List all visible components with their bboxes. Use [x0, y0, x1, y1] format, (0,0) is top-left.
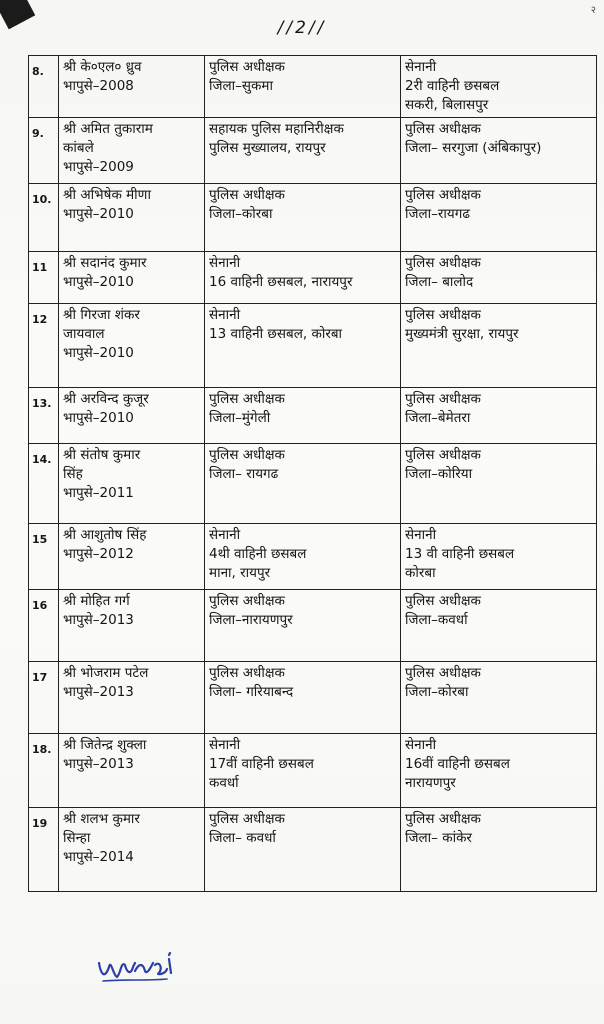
table-row — [29, 388, 597, 444]
name-line: भापुसे–2013 — [63, 756, 134, 772]
table-row — [29, 304, 597, 388]
officer-name-cell — [59, 662, 205, 734]
name-line: भापुसे–2012 — [63, 546, 134, 562]
serial-number: 18. — [32, 743, 52, 756]
from-line: सेनानी — [209, 527, 241, 543]
new-posting-cell — [401, 118, 597, 184]
table-row — [29, 56, 597, 118]
current-posting-cell — [205, 388, 401, 444]
table-row — [29, 590, 597, 662]
name-line: सिंह — [63, 466, 83, 482]
to-line: पुलिस अधीक्षक — [405, 665, 481, 681]
table-row — [29, 734, 597, 808]
serial-number-cell — [29, 444, 59, 524]
to-line: पुलिस अधीक्षक — [405, 447, 481, 463]
new-posting-cell — [401, 444, 597, 524]
from-line: सेनानी — [209, 737, 241, 753]
serial-number: 12 — [32, 313, 48, 326]
to-line: जिला–कोरिया — [405, 466, 473, 482]
from-line: जिला– रायगढ — [209, 466, 279, 482]
name-line: श्री आशुतोष सिंह — [63, 527, 147, 543]
from-line: पुलिस अधीक्षक — [209, 447, 285, 463]
serial-number-cell — [29, 56, 59, 118]
new-posting-cell — [401, 304, 597, 388]
to-line: जिला– कांकेर — [405, 830, 472, 846]
name-line: श्री गिरजा शंकर — [63, 307, 140, 323]
from-line: सहायक पुलिस महानिरीक्षक — [209, 121, 344, 137]
from-line: 17वीं वाहिनी छसबल — [209, 756, 314, 772]
from-line: जिला– कवर्धा — [209, 830, 276, 846]
from-line: जिला–मुंगेली — [209, 410, 271, 426]
page-number: //2// — [277, 18, 327, 38]
to-line: कोरबा — [405, 565, 436, 581]
name-line: श्री भोजराम पटेल — [63, 665, 149, 681]
serial-number: 11 — [32, 261, 48, 274]
table-row — [29, 662, 597, 734]
current-posting-cell — [205, 524, 401, 590]
name-line: कांबले — [63, 140, 94, 156]
name-line: जायवाल — [63, 326, 105, 342]
officer-name-cell — [59, 184, 205, 252]
corner-mark: २ — [590, 5, 596, 16]
to-line: नारायणपुर — [405, 775, 456, 791]
name-line: भापुसे–2010 — [63, 345, 134, 361]
name-line: श्री के०एल० ध्रुव — [63, 59, 142, 75]
from-line: जिला–सुकमा — [209, 78, 273, 94]
name-line: भापुसे–2010 — [63, 206, 134, 222]
new-posting-cell — [401, 808, 597, 892]
table-row — [29, 444, 597, 524]
to-line: जिला– सरगुजा (अंबिकापुर) — [405, 140, 542, 156]
serial-number: 8. — [32, 65, 44, 78]
from-line: 4थी वाहिनी छसबल — [209, 546, 307, 562]
to-line: पुलिस अधीक्षक — [405, 811, 481, 827]
name-line: भापुसे–2013 — [63, 684, 134, 700]
from-line: पुलिस अधीक्षक — [209, 665, 285, 681]
posting-table-body — [29, 56, 597, 892]
to-line: 16वीं वाहिनी छसबल — [405, 756, 510, 772]
to-line: जिला–कोरबा — [405, 684, 469, 700]
table-row — [29, 252, 597, 304]
officer-name-cell — [59, 304, 205, 388]
table-row — [29, 808, 597, 892]
name-line: श्री संतोष कुमार — [63, 447, 141, 463]
new-posting-cell — [401, 388, 597, 444]
serial-number-cell — [29, 252, 59, 304]
serial-number-cell — [29, 388, 59, 444]
name-line: भापुसे–2014 — [63, 849, 134, 865]
to-line: जिला–कवर्धा — [405, 612, 468, 628]
name-line: श्री अमित तुकाराम — [63, 121, 153, 137]
new-posting-cell — [401, 252, 597, 304]
from-line: 16 वाहिनी छसबल, नारायपुर — [209, 274, 353, 290]
name-line: भापुसे–2013 — [63, 612, 134, 628]
from-line: 13 वाहिनी छसबल, कोरबा — [209, 326, 343, 342]
from-line: जिला– गरियाबन्द — [209, 684, 294, 700]
name-line: श्री सदानंद कुमार — [63, 255, 147, 271]
name-line: भापुसे–2011 — [63, 485, 134, 501]
name-line: श्री जितेन्द्र शुक्ला — [63, 737, 147, 753]
to-line: सकरी, बिलासपुर — [405, 97, 489, 113]
serial-number-cell — [29, 184, 59, 252]
new-posting-cell — [401, 184, 597, 252]
current-posting-cell — [205, 590, 401, 662]
from-line: सेनानी — [209, 307, 241, 323]
serial-number: 14. — [32, 453, 52, 466]
name-line: भापुसे–2008 — [63, 78, 134, 94]
to-line: जिला–रायगढ — [405, 206, 470, 222]
officer-name-cell — [59, 444, 205, 524]
serial-number: 10. — [32, 193, 52, 206]
from-line: कवर्धा — [209, 775, 239, 791]
officer-name-cell — [59, 118, 205, 184]
serial-number-cell — [29, 590, 59, 662]
current-posting-cell — [205, 184, 401, 252]
new-posting-cell — [401, 56, 597, 118]
officer-name-cell — [59, 56, 205, 118]
officer-name-cell — [59, 808, 205, 892]
serial-number: 16 — [32, 599, 48, 612]
name-line: सिन्हा — [63, 830, 91, 846]
to-line: पुलिस अधीक्षक — [405, 187, 481, 203]
signature-icon — [95, 945, 195, 987]
current-posting-cell — [205, 734, 401, 808]
current-posting-cell — [205, 252, 401, 304]
serial-number: 9. — [32, 127, 44, 140]
officer-name-cell — [59, 252, 205, 304]
from-line: पुलिस अधीक्षक — [209, 187, 285, 203]
from-line: सेनानी — [209, 255, 241, 271]
table-row — [29, 184, 597, 252]
to-line: पुलिस अधीक्षक — [405, 121, 481, 137]
new-posting-cell — [401, 524, 597, 590]
name-line: भापुसे–2010 — [63, 410, 134, 426]
name-line: भापुसे–2009 — [63, 159, 134, 175]
from-line: जिला–नारायणपुर — [209, 612, 293, 628]
current-posting-cell — [205, 444, 401, 524]
to-line: 13 वी वाहिनी छसबल — [405, 546, 515, 562]
serial-number: 15 — [32, 533, 48, 546]
current-posting-cell — [205, 118, 401, 184]
from-line: जिला–कोरबा — [209, 206, 273, 222]
name-line: श्री अरविन्द कुजूर — [63, 391, 149, 407]
officer-name-cell — [59, 388, 205, 444]
to-line: मुख्यमंत्री सुरक्षा, रायपुर — [405, 326, 519, 342]
name-line: श्री अभिषेक मीणा — [63, 187, 151, 203]
to-line: सेनानी — [405, 59, 437, 75]
serial-number-cell — [29, 662, 59, 734]
to-line: सेनानी — [405, 527, 437, 543]
from-line: पुलिस अधीक्षक — [209, 59, 285, 75]
from-line: पुलिस मुख्यालय, रायपुर — [209, 140, 326, 156]
to-line: पुलिस अधीक्षक — [405, 255, 481, 271]
serial-number-cell — [29, 808, 59, 892]
current-posting-cell — [205, 304, 401, 388]
from-line: पुलिस अधीक्षक — [209, 811, 285, 827]
serial-number: 19 — [32, 817, 48, 830]
posting-table — [28, 55, 597, 892]
to-line: पुलिस अधीक्षक — [405, 307, 481, 323]
new-posting-cell — [401, 662, 597, 734]
to-line: 2री वाहिनी छसबल — [405, 78, 500, 94]
name-line: श्री मोहित गर्ग — [63, 593, 130, 609]
serial-number-cell — [29, 304, 59, 388]
officer-name-cell — [59, 590, 205, 662]
new-posting-cell — [401, 734, 597, 808]
to-line: जिला–बेमेतरा — [405, 410, 471, 426]
new-posting-cell — [401, 590, 597, 662]
serial-number: 17 — [32, 671, 48, 684]
to-line: जिला– बालोद — [405, 274, 474, 290]
from-line: पुलिस अधीक्षक — [209, 391, 285, 407]
table-row — [29, 118, 597, 184]
current-posting-cell — [205, 662, 401, 734]
from-line: पुलिस अधीक्षक — [209, 593, 285, 609]
current-posting-cell — [205, 808, 401, 892]
officer-name-cell — [59, 524, 205, 590]
name-line: श्री शलभ कुमार — [63, 811, 140, 827]
serial-number-cell — [29, 118, 59, 184]
name-line: भापुसे–2010 — [63, 274, 134, 290]
current-posting-cell — [205, 56, 401, 118]
to-line: सेनानी — [405, 737, 437, 753]
table-row — [29, 524, 597, 590]
officer-name-cell — [59, 734, 205, 808]
serial-number-cell — [29, 524, 59, 590]
from-line: माना, रायपुर — [209, 565, 271, 581]
serial-number-cell — [29, 734, 59, 808]
to-line: पुलिस अधीक्षक — [405, 391, 481, 407]
to-line: पुलिस अधीक्षक — [405, 593, 481, 609]
serial-number: 13. — [32, 397, 52, 410]
